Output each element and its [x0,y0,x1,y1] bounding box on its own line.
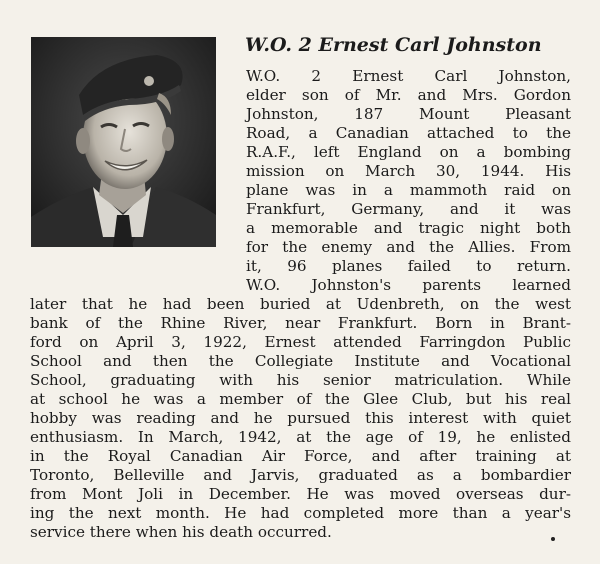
body-line: at school he was a member of the Glee Club, but his real [30,390,571,408]
ink-dot [551,537,555,541]
body-line: in the Royal Canadian Air Force, and after training at [30,447,571,465]
body-line: elder son of Mr. and Mrs. Gordon [246,86,571,104]
body-line: School, graduating with his senior matriculation. While [30,371,571,389]
body-line: Johnston, 187 Mount Pleasant [246,105,571,123]
body-line: later that he had been buried at Udenbreth, on the west [30,295,571,313]
body-line: School and then the Collegiate Institute and Vocational [30,352,571,370]
obituary-title: W.O. 2 Ernest Carl Johnston [245,34,542,56]
body-line: Road, a Canadian attached to the [246,124,571,142]
body-line: plane was in a mammoth raid on [246,181,571,199]
body-line: from Mont Joli in December. He was moved overseas dur- [30,485,571,503]
body-line: R.A.F., left England on a bombing [246,143,571,161]
body-line: it, 96 planes failed to return. [246,257,571,275]
body-line: enthusiasm. In March, 1942, at the age of 19, he enlisted [30,428,571,446]
body-line: mission on March 30, 1944. His [246,162,571,180]
portrait-photo [31,37,216,247]
body-line: Toronto, Belleville and Jarvis, graduated as a bombardier [30,466,571,484]
body-line: Frankfurt, Germany, and it was [246,200,571,218]
body-line: ford on April 3, 1922, Ernest attended Farringdon Public [30,333,571,351]
body-line: service there when his death occurred. [30,523,332,541]
body-line: W.O. Johnston's parents learned [246,276,571,294]
body-line: for the enemy and the Allies. From [246,238,571,256]
body-line: hobby was reading and he pursued this interest with quiet [30,409,571,427]
body-line: ing the next month. He had completed more than a year's [30,504,571,522]
body-line: bank of the Rhine River, near Frankfurt. Born in Brant- [30,314,571,332]
body-line: W.O. 2 Ernest Carl Johnston, [246,67,571,85]
body-line: a memorable and tragic night both [246,219,571,237]
